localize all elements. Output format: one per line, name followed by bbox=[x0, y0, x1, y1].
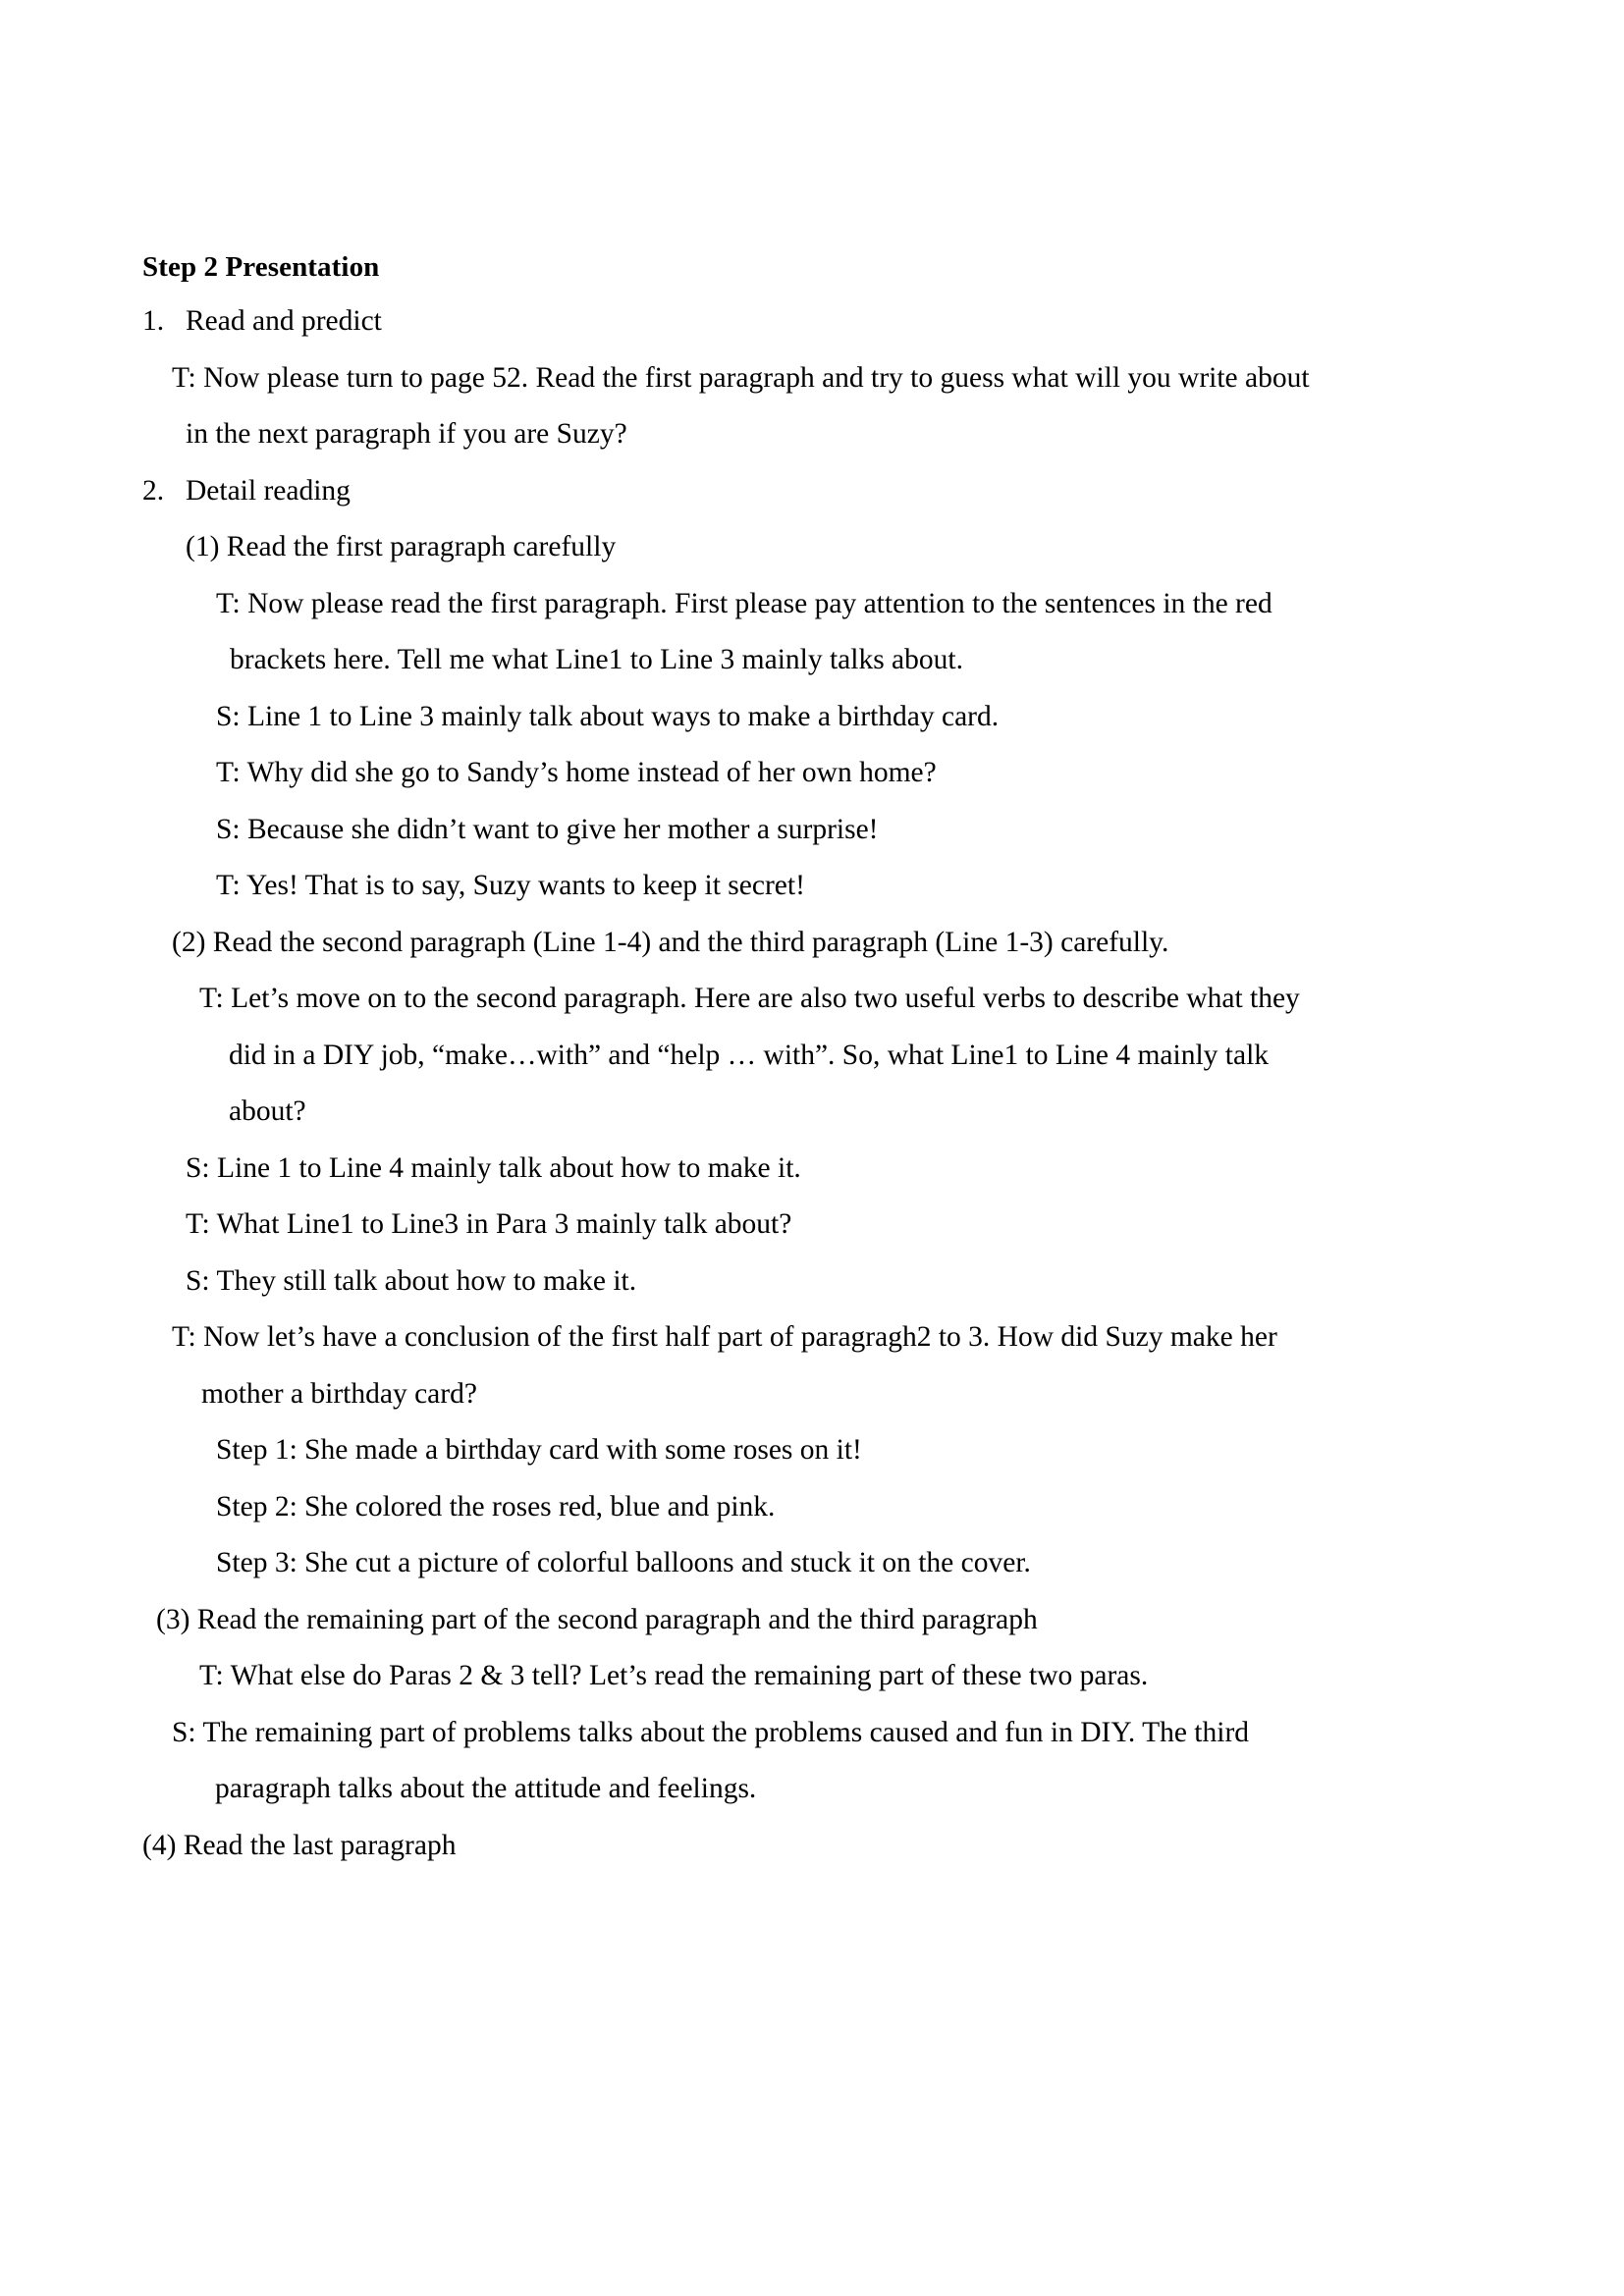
dialogue-continuation: brackets here. Tell me what Line1 to Line 3 mainly talks about. bbox=[230, 644, 963, 675]
subsection-label-4: (4) Read the last paragraph bbox=[142, 1829, 457, 1861]
subsection-label-1: (1) Read the first paragraph carefully bbox=[186, 531, 617, 562]
dialogue-line: S: Because she didn’t want to give her mother a surprise! bbox=[216, 813, 879, 845]
dialogue-line: T: Yes! That is to say, Suzy wants to keep it secret! bbox=[216, 870, 805, 901]
dialogue-text: T: Let’s move on to the second paragraph. Here are also two useful verbs to describe what they bbox=[199, 983, 1300, 1014]
dialogue-text: T: Now please turn to page 52. Read the first paragraph and try to guess what will you write about bbox=[172, 361, 1310, 394]
dialogue-continuation: paragraph talks about the attitude and feelings. bbox=[215, 1773, 757, 1804]
dialogue-line: T: Why did she go to Sandy’s home instead of her own home? bbox=[216, 757, 937, 788]
document-body bbox=[142, 253, 1492, 1860]
list-item-1-title: Read and predict bbox=[186, 305, 382, 337]
dialogue-line: T: What Line1 to Line3 in Para 3 mainly talk about? bbox=[186, 1208, 792, 1240]
subsection-label-3: (3) Read the remaining part of the second paragraph and the third paragraph bbox=[156, 1603, 1038, 1635]
dialogue-text: S: The remaining part of problems talks about the problems caused and fun in DIY. The third bbox=[172, 1716, 1250, 1748]
dialogue-line bbox=[172, 361, 1478, 450]
dialogue-continuation: mother a birthday card? bbox=[201, 1377, 477, 1410]
dialogue-continuation-2: about? bbox=[229, 1095, 306, 1127]
dialogue-line: S: Line 1 to Line 4 mainly talk about how to make it. bbox=[186, 1151, 801, 1184]
dialogue-line bbox=[199, 985, 1535, 1127]
dialogue-text: T: Now please read the first paragraph. First please pay attention to the sentences in the red bbox=[216, 587, 1272, 619]
subsection-label-2: (2) Read the second paragraph (Line 1-4) and the third paragraph (Line 1-3) carefully. bbox=[172, 926, 1169, 958]
dialogue-continuation: did in a DIY job, “make…with” and “help … with”. So, what Line1 to Line 4 mainly talk bbox=[229, 1039, 1270, 1071]
dialogue-line: S: Line 1 to Line 3 mainly talk about ways to make a birthday card. bbox=[216, 700, 1000, 732]
list-item-1 bbox=[142, 307, 1492, 337]
dialogue-line bbox=[172, 1323, 1507, 1409]
dialogue-line: T: What else do Paras 2 & 3 tell? Let’s read the remaining part of these two paras. bbox=[199, 1660, 1149, 1691]
page-title: Step 2 Presentation bbox=[142, 251, 380, 283]
dialogue-line: S: They still talk about how to make it. bbox=[186, 1264, 637, 1297]
step-line: Step 3: She cut a picture of colorful balloons and stuck it on the cover. bbox=[216, 1547, 1031, 1578]
list-item-2 bbox=[142, 474, 1492, 507]
dialogue-continuation: in the next paragraph if you are Suzy? bbox=[186, 418, 627, 450]
step-line: Step 1: She made a birthday card with some roses on it! bbox=[216, 1434, 862, 1466]
dialogue-line bbox=[216, 587, 1483, 675]
step-line: Step 2: She colored the roses red, blue and pink. bbox=[216, 1490, 776, 1522]
list-item-2-title: Detail reading bbox=[186, 474, 351, 507]
dialogue-line bbox=[172, 1716, 1507, 1804]
list-marker-2: 2. bbox=[142, 474, 165, 507]
list-marker-1: 1. bbox=[142, 305, 165, 337]
dialogue-text: T: Now let’s have a conclusion of the first half part of paragragh2 to 3. How did Suzy make her bbox=[172, 1321, 1277, 1353]
